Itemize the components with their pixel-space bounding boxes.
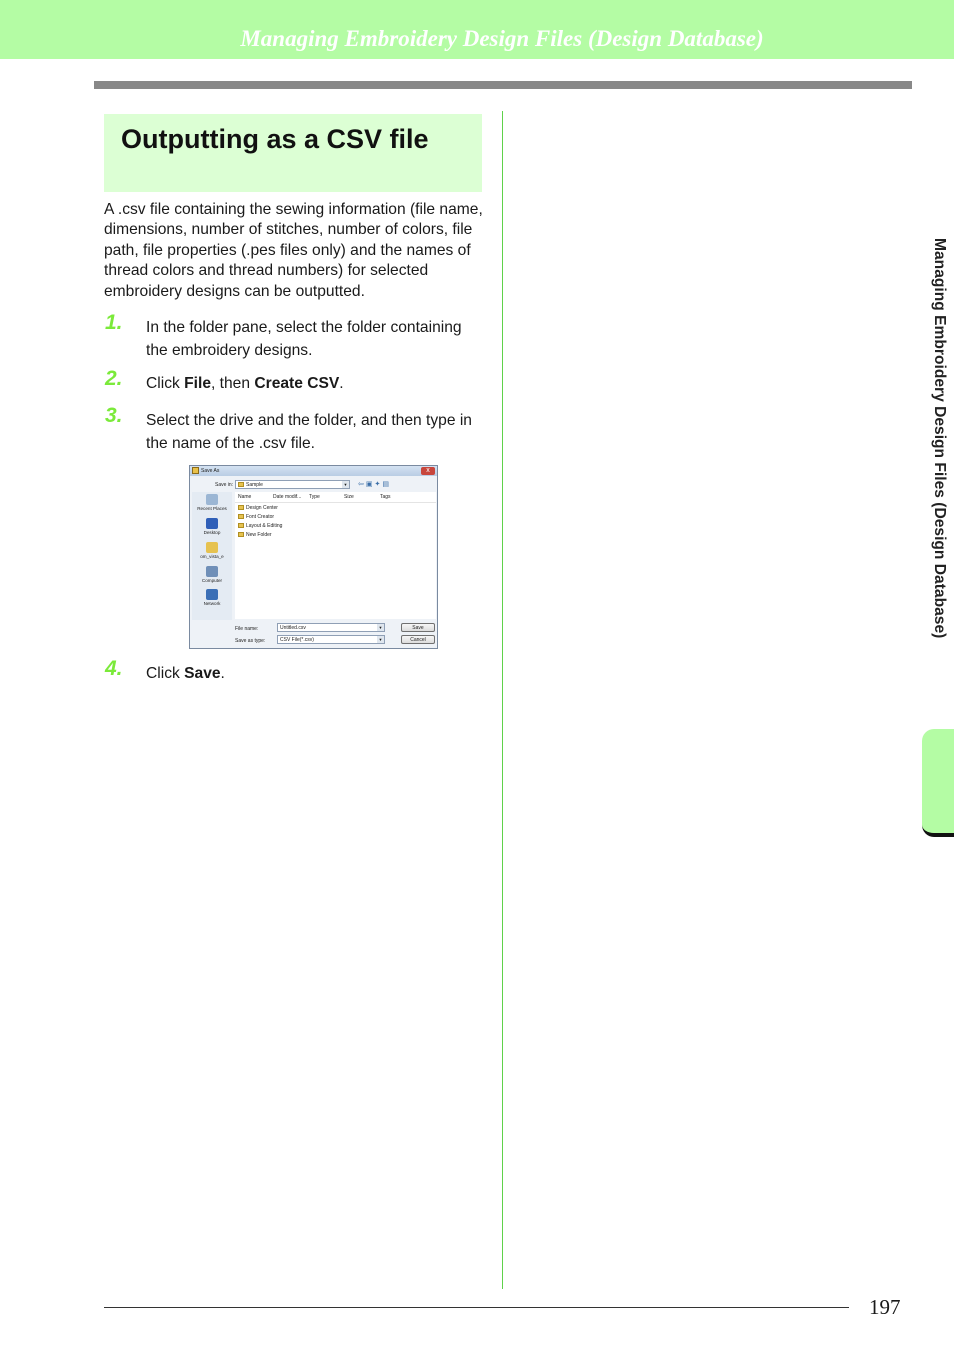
menu-create-csv: Create CSV: [254, 375, 340, 392]
folder-name: Layout & Editing: [246, 523, 283, 529]
place-computer[interactable]: [192, 566, 232, 583]
save-in-dropdown[interactable]: [235, 480, 350, 489]
step-number: 4.: [105, 657, 123, 680]
step-text: [146, 372, 486, 395]
place-label: om_vista_e: [200, 554, 224, 559]
save-as-type-value: CSV File(*.csv): [280, 637, 314, 643]
column-header-size[interactable]: Size: [344, 494, 354, 500]
place-label: Desktop: [203, 530, 221, 535]
network-icon: [206, 589, 218, 600]
side-tab-title: Managing Embroidery Design Files (Design Database): [931, 238, 948, 639]
folder-name: Font Creator: [246, 514, 275, 520]
place-network[interactable]: [192, 589, 232, 606]
place-desktop[interactable]: [192, 518, 232, 535]
step-text-pre: Click: [146, 375, 185, 392]
up-folder-icon[interactable]: ▣: [365, 481, 375, 488]
save-as-dialog: [189, 465, 438, 649]
menu-file: File: [184, 375, 211, 392]
dialog-app-icon: [192, 467, 199, 474]
list-item[interactable]: [238, 505, 278, 511]
folder-name: Design Center: [246, 505, 278, 511]
chevron-down-icon[interactable]: ▼: [378, 625, 383, 630]
file-list: [235, 492, 436, 619]
folder-icon: [238, 532, 244, 537]
desktop-icon: [206, 518, 218, 529]
step-number: 3.: [105, 404, 123, 427]
folder-icon: [238, 523, 244, 528]
views-icon[interactable]: ▤: [382, 481, 391, 488]
folder-icon: [238, 514, 244, 519]
file-name-field[interactable]: [277, 623, 385, 632]
step-text: [146, 662, 486, 685]
save-as-type-dropdown[interactable]: [277, 635, 385, 644]
save-as-type-label: Save as type:: [235, 638, 266, 644]
chevron-down-icon[interactable]: ▼: [343, 482, 348, 487]
save-label: Save: [184, 665, 221, 682]
dialog-title: Save As: [201, 468, 220, 474]
new-folder-icon[interactable]: ✦: [374, 481, 383, 488]
place-label: Computer: [201, 578, 223, 583]
step-text-pre: Click: [146, 665, 185, 682]
column-header-type[interactable]: Type: [309, 494, 320, 500]
save-button[interactable]: Save: [401, 623, 435, 632]
page-number: 197: [869, 1295, 901, 1319]
column-header-tags[interactable]: Tags: [380, 494, 391, 500]
save-in-label: Save in:: [215, 482, 234, 488]
cancel-button[interactable]: Cancel: [401, 635, 435, 644]
step-text-post: .: [220, 665, 225, 682]
list-item[interactable]: [238, 514, 274, 520]
intro-paragraph: A .csv file containing the sewing information (file name, dimensions, number of stitches, number of colors, file path, file properties (.pes files only) and the names of thread colors and thread numbers) for selected embroidery designs can be outputted.: [104, 201, 483, 300]
step-number: 2.: [105, 367, 123, 390]
close-button[interactable]: x: [421, 467, 435, 475]
folder-name: New Folder: [246, 532, 272, 538]
place-user-folder[interactable]: [192, 542, 232, 559]
step-text: In the folder pane, select the folder containing the embroidery designs.: [146, 319, 462, 359]
recent-places-icon: [206, 494, 218, 505]
place-label: Network: [203, 601, 221, 606]
place-label: Recent Places: [197, 506, 227, 511]
side-tab: [922, 729, 954, 837]
save-in-value: Sample: [246, 482, 263, 488]
computer-icon: [206, 566, 218, 577]
dialog-toolbar: [358, 480, 391, 488]
step-text-mid: , then: [211, 375, 255, 392]
list-item[interactable]: [238, 523, 282, 529]
places-bar: [192, 492, 232, 620]
folder-icon: [238, 482, 244, 487]
column-header-date[interactable]: Date modif...: [273, 494, 302, 500]
column-header-name[interactable]: Name: [238, 494, 252, 500]
file-name-label: File name:: [235, 626, 259, 632]
chevron-down-icon[interactable]: ▼: [378, 637, 383, 642]
step-text-post: .: [339, 375, 344, 392]
step-number: 1.: [105, 311, 123, 334]
step-text: Select the drive and the folder, and then type in the name of the .csv file.: [146, 412, 472, 452]
dialog-titlebar: [190, 466, 437, 476]
back-icon[interactable]: ⇦: [358, 481, 366, 488]
user-folder-icon: [206, 542, 218, 553]
header-separator: [235, 502, 436, 503]
section-title-box: [104, 114, 482, 192]
file-name-value: Untitled.csv: [280, 625, 306, 631]
top-rule: [94, 81, 912, 89]
place-recent-places[interactable]: [192, 494, 232, 511]
running-header-title: Managing Embroidery Design Files (Design Database): [240, 26, 764, 51]
column-divider: [502, 111, 503, 1289]
folder-icon: [238, 505, 244, 510]
bottom-rule: [104, 1307, 849, 1308]
list-item[interactable]: [238, 532, 272, 538]
section-title: Outputting as a CSV file: [121, 124, 429, 154]
